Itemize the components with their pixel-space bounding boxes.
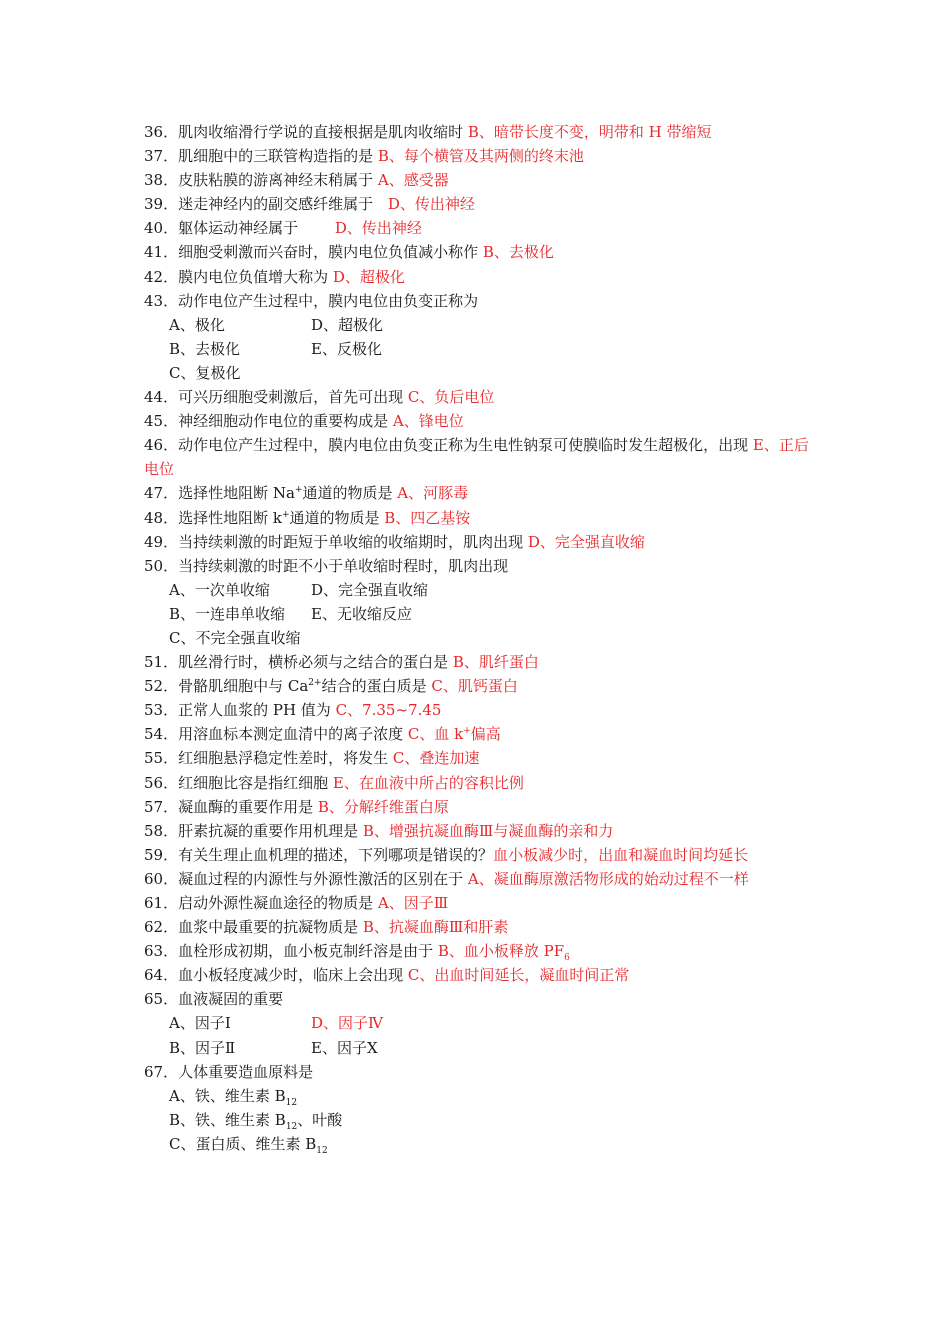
question-number: 57． [144,797,179,816]
question-text: 可兴历细胞受刺激后，首先可出现 [178,388,408,407]
option-c: C、复极化 [169,363,241,382]
answer-text: E、在血液中所占的容积比例 [332,773,524,792]
question-48 [144,506,812,530]
question-number: 58． [144,821,179,840]
subscript: 12 [285,1121,298,1132]
question-text: 凝血酶的重要作用是 [178,797,318,816]
options-row [144,1011,812,1035]
question-number: 51． [144,653,179,672]
question-44 [144,385,812,409]
option-b: B、去极化 [169,339,241,358]
option-c: C、蛋白质、维生素 B [169,1134,317,1153]
question-number: 43． [144,291,179,310]
question-67 [144,1060,812,1084]
subscript: 12 [285,1097,298,1108]
question-number: 36． [144,123,179,141]
answer-text: D、完全强直收缩 [527,532,645,551]
answer-text: A、因子Ⅲ [377,894,449,912]
question-text: 肝素抗凝的重要作用机理是 [178,821,363,840]
question-number: 63． [144,942,179,961]
question-number: 65． [144,990,179,1009]
option-b: B、因子Ⅱ [169,1038,236,1057]
question-text: 肌丝滑行时，横桥必须与之结合的蛋白是 [178,653,453,672]
answer-text: D、超极化 [332,267,405,286]
question-text: 血液凝固的重要 [178,990,284,1009]
question-text: 选择性地阻断 k [178,508,282,527]
answer-text: A、河豚毒 [397,484,469,503]
answer-text: B、四乙基铵 [384,508,471,527]
option-a: A、一次单收缩 [169,580,270,599]
options-row [144,578,812,602]
option-a: A、极化 [169,315,225,334]
question-list [144,120,812,1156]
question-54 [144,722,812,746]
answer-text: A、凝血酶原激活物形成的始动过程不一样 [467,869,749,888]
question-number: 49． [144,532,179,551]
question-63 [144,939,812,963]
question-number: 54． [144,725,179,744]
question-64 [144,963,812,987]
question-37 [144,144,812,168]
question-52 [144,674,812,698]
question-text: 红细胞悬浮稳定性差时，将发生 [178,749,393,768]
answer-text: B、分解纤维蛋白原 [317,797,449,816]
answer-text: B、血小板释放 PF [437,942,565,961]
question-42 [144,265,812,289]
answer-text: A、感受器 [377,171,449,190]
question-text: 凝血过程的内源性与外源性激活的区别在于 [178,869,468,888]
options-row [144,337,812,361]
question-number: 48． [144,508,179,527]
answer-text: B、暗带长度不变，明带和 H 带缩短 [467,123,712,141]
question-51 [144,650,812,674]
question-text: 动作电位产生过程中，膜内电位由负变正称为生电性钠泵可使膜临时发生超极化，出现 [178,436,753,455]
question-55 [144,746,812,770]
question-text: 细胞受刺激而兴奋时，膜内电位负值减小称作 [178,243,483,262]
question-text: 当持续刺激的时距短于单收缩的收缩期时，肌肉出现 [178,532,528,551]
question-number: 60． [144,869,179,888]
option-d: D、超极化 [311,315,384,334]
subscript: 12 [316,1145,328,1156]
answer-text: B、肌纤蛋白 [452,653,539,672]
subscript: 6 [564,953,570,964]
question-text: 当持续刺激的时距不小于单收缩时程时，肌肉出现 [178,556,509,575]
superscript: + [463,726,471,737]
question-41 [144,240,812,264]
question-45 [144,409,812,433]
options-row [144,1084,812,1108]
answer-text: C、出血时间延长，凝血时间正常 [407,966,630,985]
question-65 [144,987,812,1011]
question-text: 血浆中最重要的抗凝物质是 [178,918,363,937]
options-row [144,313,812,337]
option-c: C、不完全强直收缩 [169,628,301,647]
answer-text: B、抗凝血酶Ⅲ和肝素 [362,918,509,937]
question-36 [144,120,812,144]
question-43 [144,289,812,313]
question-number: 64． [144,966,179,985]
answer-text: B、增强抗凝血酶Ⅲ与凝血酶的亲和力 [362,821,614,840]
question-text: 肌细胞中的三联管构造指的是 [178,147,378,166]
question-text: 血栓形成初期，血小板克制纤溶是由于 [178,942,438,961]
question-39 [144,192,812,216]
question-number: 52． [144,677,179,696]
question-58 [144,819,812,843]
option-e: E、反极化 [311,339,382,358]
question-text: 躯体运动神经属于 [178,219,303,238]
question-text: 红细胞比容是指红细胞 [178,773,333,792]
option-d-answer: D、因子Ⅳ [311,1014,384,1033]
answer-text: 偏高 [470,725,501,744]
question-62 [144,915,812,939]
option-b-tail: 、叶酸 [297,1110,343,1129]
question-number: 41． [144,243,179,262]
superscript: + [294,485,303,496]
question-text: 通道的物质是 [289,508,385,527]
question-number: 40． [144,219,179,238]
question-text: 动作电位产生过程中，膜内电位由负变正称为 [178,291,479,310]
question-text: 启动外源性凝血途径的物质是 [178,894,378,912]
question-text: 神经细胞动作电位的重要构成是 [178,412,393,431]
answer-text: 血小板减少时，出血和凝血时间均延长 [493,845,749,864]
options-row [144,1036,812,1060]
question-text: 正常人血浆的 PH 值为 [178,701,336,720]
superscript: + [281,509,290,520]
question-text: 选择性地阻断 Na [178,484,295,503]
answer-text: C、负后电位 [407,388,495,407]
question-40 [144,216,812,240]
answer-text: E、正后电位 [144,436,809,479]
question-number: 50． [144,556,179,575]
options-row [144,602,812,626]
question-number: 67． [144,1062,179,1081]
question-number: 44． [144,388,179,407]
option-e: E、无收缩反应 [311,604,412,623]
question-number: 45． [144,412,179,431]
question-number: 42． [144,267,179,286]
question-text: 迷走神经内的副交感纤维属于 [178,195,378,214]
answer-text: B、每个横管及其两侧的终末池 [377,147,584,166]
question-61 [144,891,812,915]
question-38 [144,168,812,192]
question-text: 有关生理止血机理的描述，下列哪项是错误的？ [178,845,494,864]
superscript: 2+ [308,678,322,689]
option-b: B、铁、维生素 B [169,1110,286,1129]
options-row [144,361,812,385]
question-number: 53． [144,701,179,720]
answer-text: A、锋电位 [392,412,464,431]
question-60 [144,867,812,891]
option-e: E、因子Ⅹ [311,1038,378,1057]
question-number: 38． [144,171,179,190]
options-row [144,1132,812,1156]
answer-text: C、叠连加速 [392,749,480,768]
options-row [144,1108,812,1132]
question-number: 39． [144,195,179,214]
question-text: 血小板轻度减少时，临床上会出现 [178,966,408,985]
question-text: 肌肉收缩滑行学说的直接根据是肌肉收缩时 [178,123,468,141]
option-b: B、一连串单收缩 [169,604,286,623]
question-number: 47． [144,484,179,503]
question-number: 61． [144,894,179,912]
question-text: 用溶血标本测定血清中的离子浓度 [178,725,408,744]
question-text: 结合的蛋白质是 [321,677,432,696]
question-56 [144,771,812,795]
question-46 [144,433,812,481]
answer-text: C、肌钙蛋白 [431,677,518,696]
question-number: 37． [144,147,179,166]
question-number: 46． [144,436,179,455]
option-a: A、因子Ⅰ [169,1014,231,1033]
question-text: 通道的物质是 [302,484,398,503]
question-text: 皮肤粘膜的游离神经末稍属于 [178,171,378,190]
question-text: 人体重要造血原料是 [178,1062,314,1081]
option-a: A、铁、维生素 B [169,1086,286,1105]
question-57 [144,795,812,819]
question-number: 55． [144,749,179,768]
answer-text: D、传出神经 [387,195,475,214]
question-text: 骨骼肌细胞中与 Ca [178,677,309,696]
question-50 [144,554,812,578]
answer-text: C、7.35~7.45 [335,701,442,720]
answer-text: B、去极化 [482,243,554,262]
option-d: D、完全强直收缩 [311,580,429,599]
question-53 [144,698,812,722]
question-49 [144,530,812,554]
question-47 [144,481,812,505]
question-59 [144,843,812,867]
options-row [144,626,812,650]
question-number: 62． [144,918,179,937]
question-number: 56． [144,773,179,792]
answer-text: D、传出神经 [334,219,422,238]
question-number: 59． [144,845,179,864]
answer-text: C、血 k [407,725,464,744]
question-text: 膜内电位负值增大称为 [178,267,333,286]
